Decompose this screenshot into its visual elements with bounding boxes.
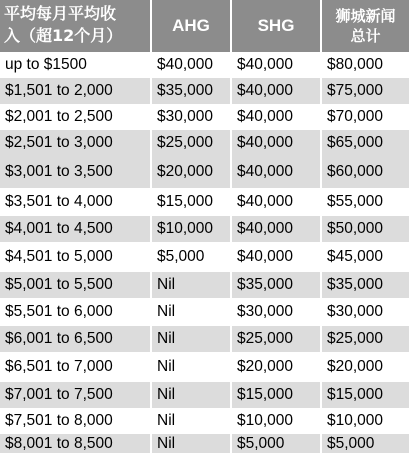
cell-income: $1,501 to 2,000 (0, 78, 150, 104)
cell-total: $5,000 (322, 434, 409, 453)
cell-ahg: $30,000 (152, 104, 230, 130)
cell-total: $75,000 (322, 78, 409, 104)
cell-income: up to $1500 (0, 52, 150, 78)
cell-shg: $10,000 (232, 408, 320, 434)
cell-ahg: Nil (152, 352, 230, 382)
table-row (0, 326, 409, 352)
cell-ahg: $20,000 (152, 156, 230, 188)
cell-shg: $20,000 (232, 352, 320, 382)
header-total-line2: 总计 (350, 27, 381, 45)
table-row (0, 52, 409, 78)
cell-ahg: $40,000 (152, 52, 230, 78)
cell-income: $2,001 to 2,500 (0, 104, 150, 130)
cell-total: $70,000 (322, 104, 409, 130)
header-income (0, 0, 150, 52)
cell-ahg: $15,000 (152, 188, 230, 216)
cell-total: $25,000 (322, 326, 409, 352)
cell-total: $35,000 (322, 272, 409, 298)
cell-ahg: $25,000 (152, 130, 230, 156)
cell-income: $4,001 to 4,500 (0, 216, 150, 242)
cell-income: $6,001 to 6,500 (0, 326, 150, 352)
cell-ahg: $5,000 (152, 242, 230, 272)
cell-income: $5,501 to 6,000 (0, 298, 150, 326)
cell-shg: $40,000 (232, 242, 320, 272)
header-total-line1: 狮城新闻 (335, 7, 396, 25)
cell-income: $4,501 to 5,000 (0, 242, 150, 272)
cell-income: $5,001 to 5,500 (0, 272, 150, 298)
cell-total: $50,000 (322, 216, 409, 242)
cell-total: $15,000 (322, 382, 409, 408)
cell-shg: $40,000 (232, 104, 320, 130)
table-row (0, 408, 409, 434)
cell-ahg: Nil (152, 434, 230, 453)
cell-shg: $40,000 (232, 78, 320, 104)
cell-income: $3,501 to 4,000 (0, 188, 150, 216)
table-row (0, 216, 409, 242)
cell-shg: $30,000 (232, 298, 320, 326)
cell-income: $3,001 to 3,500 (0, 156, 150, 188)
cell-ahg: Nil (152, 326, 230, 352)
table-row (0, 298, 409, 326)
header-income-line2: 入（超12个月） (4, 26, 123, 45)
cell-shg: $40,000 (232, 156, 320, 188)
table-row (0, 156, 409, 188)
cell-shg: $40,000 (232, 188, 320, 216)
table-row (0, 272, 409, 298)
cell-total: $65,000 (322, 130, 409, 156)
cell-ahg: Nil (152, 272, 230, 298)
cell-shg: $15,000 (232, 382, 320, 408)
cell-shg: $35,000 (232, 272, 320, 298)
table-body (0, 52, 409, 453)
cell-ahg: Nil (152, 408, 230, 434)
cell-income: $7,501 to 8,000 (0, 408, 150, 434)
cell-total: $80,000 (322, 52, 409, 78)
cell-ahg: $35,000 (152, 78, 230, 104)
cell-income: $6,501 to 7,000 (0, 352, 150, 382)
table-row (0, 352, 409, 382)
cell-total: $20,000 (322, 352, 409, 382)
table-row (0, 78, 409, 104)
table-row (0, 188, 409, 216)
cell-total: $55,000 (322, 188, 409, 216)
cell-ahg: Nil (152, 382, 230, 408)
cell-shg: $40,000 (232, 216, 320, 242)
table-row (0, 434, 409, 453)
cell-total: $45,000 (322, 242, 409, 272)
cell-shg: $25,000 (232, 326, 320, 352)
cell-income: $8,001 to 8,500 (0, 434, 150, 453)
table-row (0, 130, 409, 156)
table-header (0, 0, 409, 52)
cell-total: $30,000 (322, 298, 409, 326)
cell-income: $2,501 to 3,000 (0, 130, 150, 156)
header-total (322, 0, 409, 52)
cell-total: $10,000 (322, 408, 409, 434)
cell-ahg: Nil (152, 298, 230, 326)
table-row (0, 382, 409, 408)
table-row (0, 104, 409, 130)
header-ahg: AHG (152, 0, 230, 52)
cell-income: $7,001 to 7,500 (0, 382, 150, 408)
table-row (0, 242, 409, 272)
cell-shg: $5,000 (232, 434, 320, 453)
header-income-line1: 平均每月平均收 (4, 4, 117, 23)
cell-ahg: $10,000 (152, 216, 230, 242)
header-shg: SHG (232, 0, 320, 52)
cell-shg: $40,000 (232, 130, 320, 156)
cell-shg: $40,000 (232, 52, 320, 78)
cell-total: $60,000 (322, 156, 409, 188)
